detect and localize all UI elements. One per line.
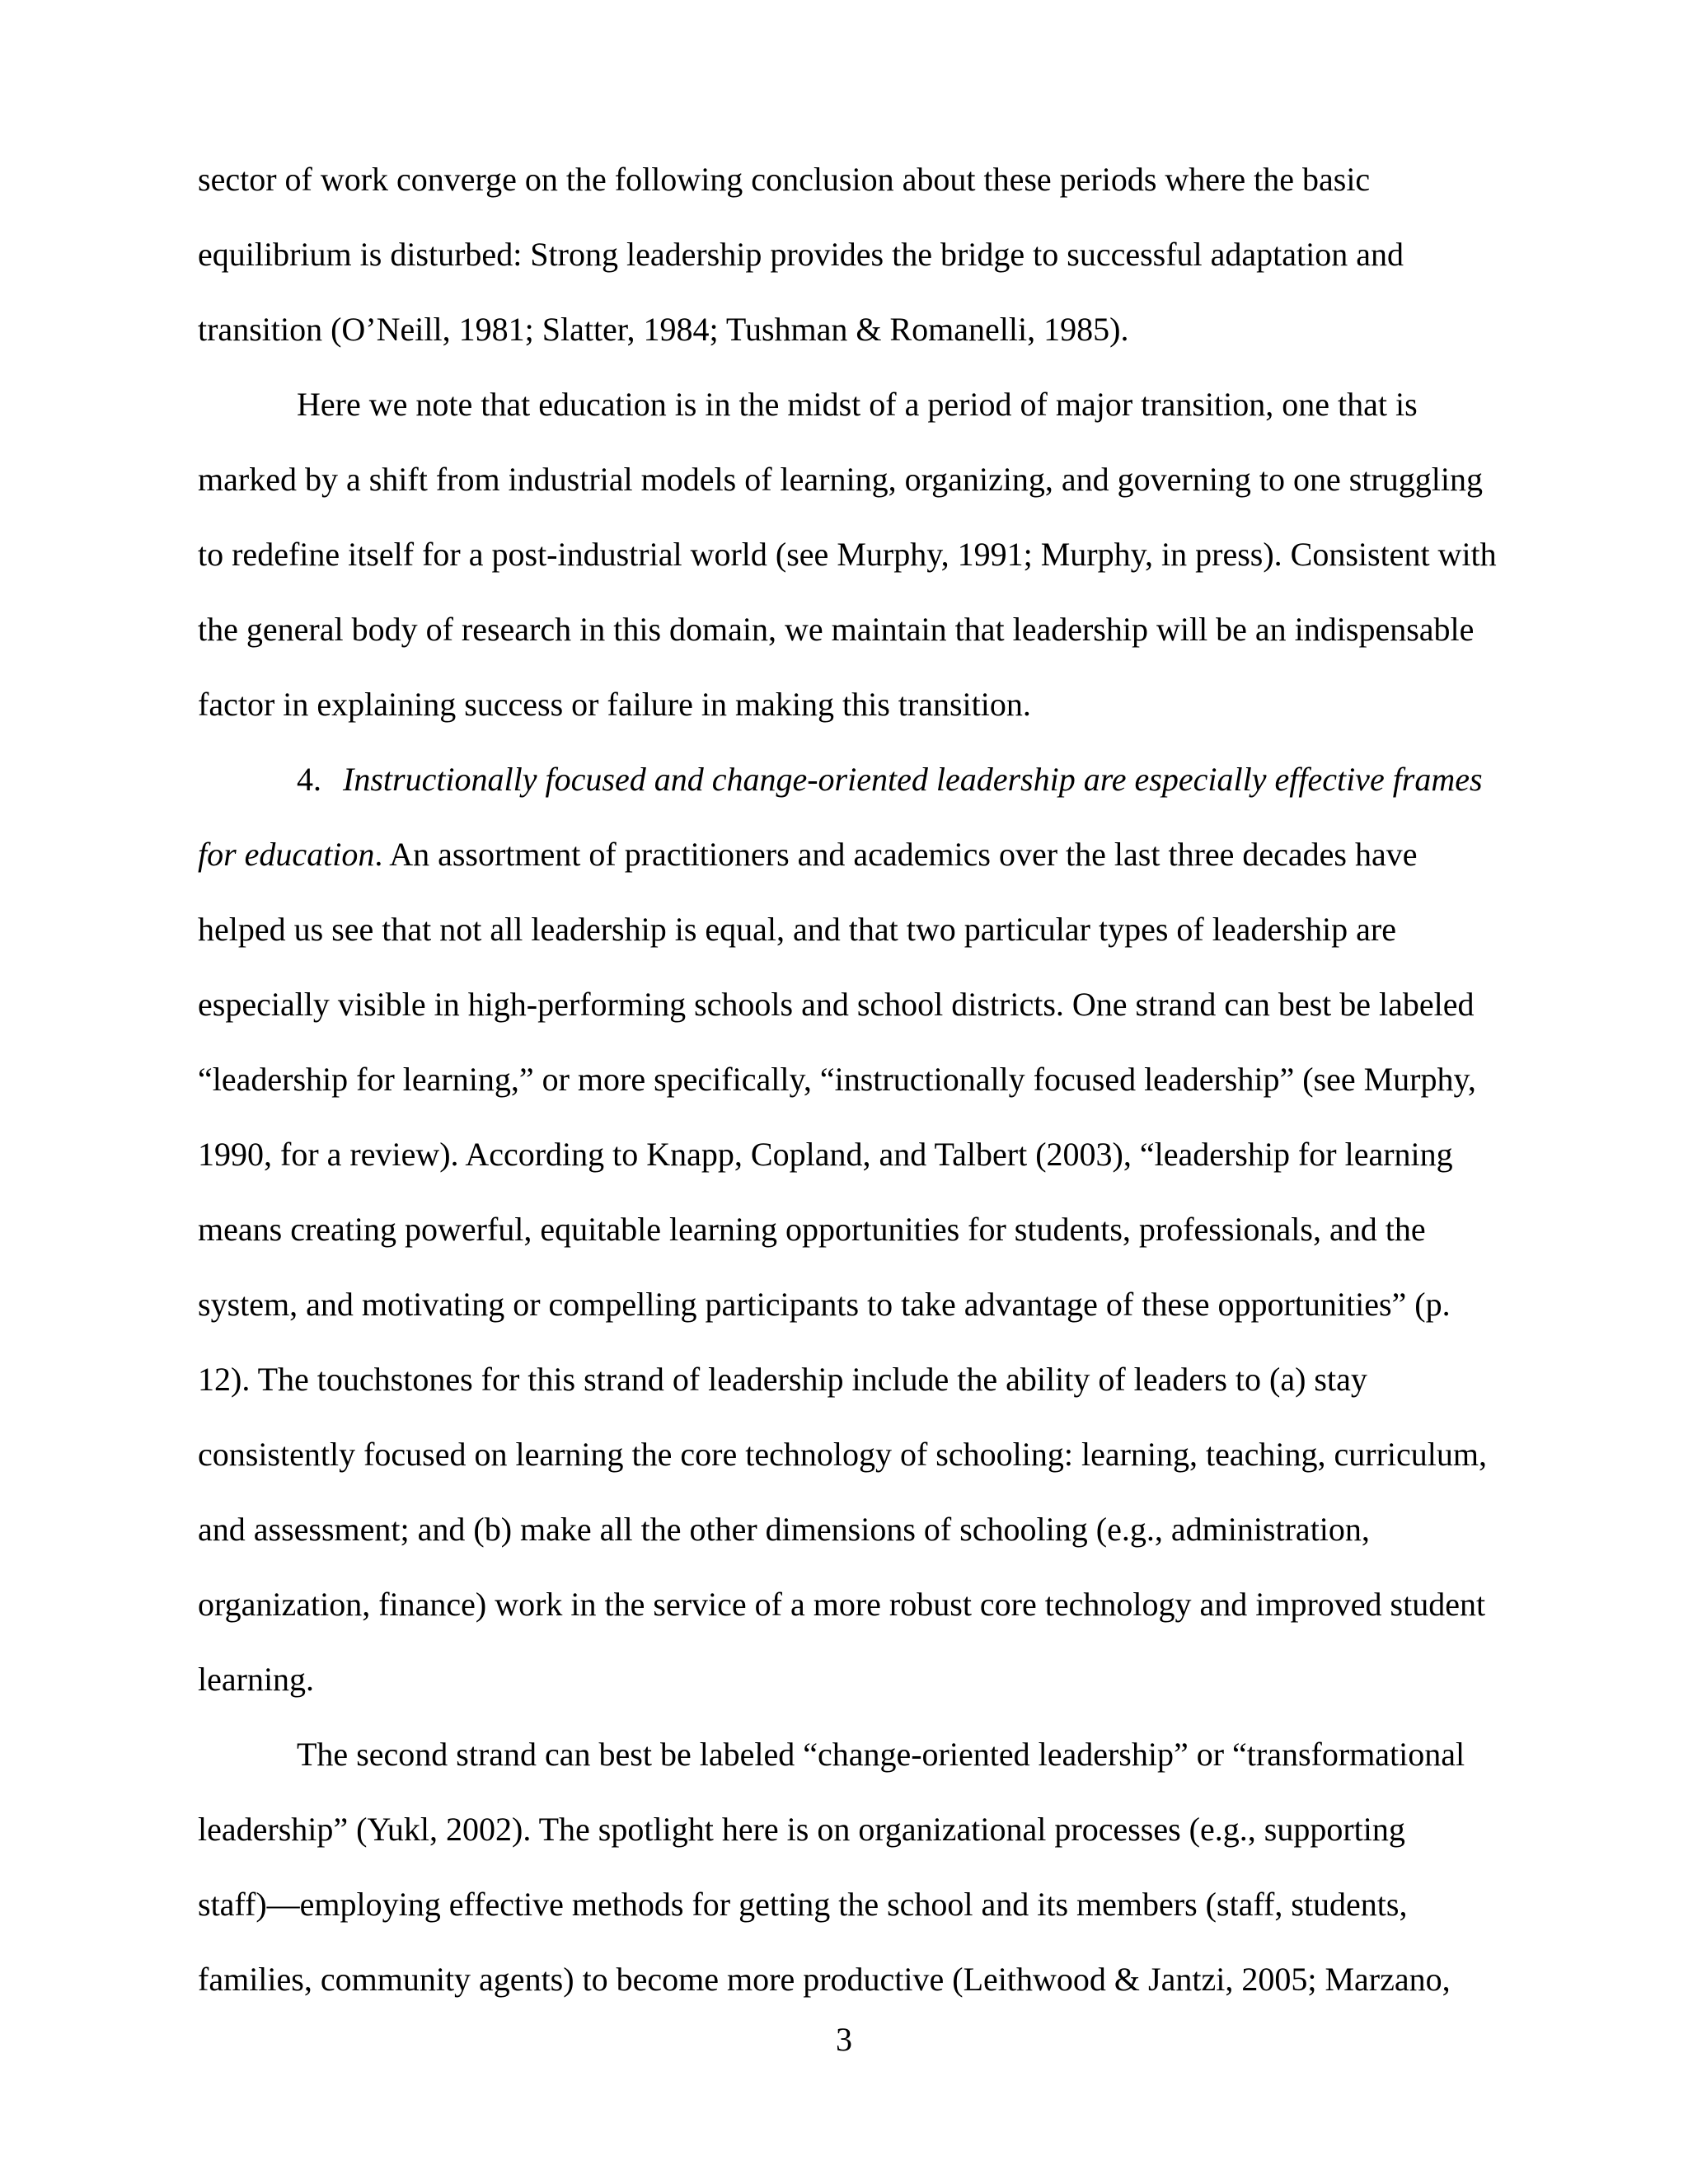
- italic-heading-text: Instructionally focused and change-oriented leadership are especially effective frames: [343, 761, 1483, 798]
- text-line: transition (O’Neill, 1981; Slatter, 1984; Tushman & Romanelli, 1985).: [198, 311, 1129, 348]
- paragraph-first-line: The second strand can best be labeled “change-oriented leadership” or “transformational: [297, 1736, 1465, 1773]
- text-line: [198, 838, 1417, 871]
- text-line: means creating powerful, equitable learning opportunities for students, professionals, and the: [198, 1211, 1426, 1248]
- text-line: 1990, for a review). According to Knapp, Copland, and Talbert (2003), “leadership for learning: [198, 1136, 1453, 1173]
- page-number: 3: [836, 2021, 852, 2058]
- paragraph-first-line: Here we note that education is in the midst of a period of major transition, one that is: [297, 386, 1418, 423]
- text-line: to redefine itself for a post-industrial world (see Murphy, 1991; Murphy, in press). Consistent with: [198, 536, 1497, 573]
- text-line: consistently focused on learning the core technology of schooling: learning, teaching, curriculum,: [198, 1436, 1487, 1473]
- text-line: leadership” (Yukl, 2002). The spotlight here is on organizational processes (e.g., supporting: [198, 1811, 1405, 1848]
- numbered-heading-line: [297, 763, 1483, 796]
- text-line: factor in explaining success or failure in making this transition.: [198, 686, 1031, 723]
- text-line: and assessment; and (b) make all the other dimensions of schooling (e.g., administration,: [198, 1511, 1370, 1548]
- text-line: “leadership for learning,” or more specifically, “instructionally focused leadership” (see Murphy,: [198, 1061, 1476, 1098]
- text-line: helped us see that not all leadership is equal, and that two particular types of leadership are: [198, 911, 1396, 948]
- text-line: staff)—employing effective methods for getting the school and its members (staff, students,: [198, 1886, 1408, 1923]
- text-line: especially visible in high-performing schools and school districts. One strand can best be labeled: [198, 986, 1475, 1023]
- item-number: 4.: [297, 761, 321, 798]
- text-line: families, community agents) to become more productive (Leithwood & Jantzi, 2005; Marzano,: [198, 1961, 1451, 1998]
- text-line: sector of work converge on the following conclusion about these periods where the basic: [198, 161, 1371, 198]
- text-line: learning.: [198, 1661, 315, 1698]
- text-line: the general body of research in this domain, we maintain that leadership will be an indispensable: [198, 611, 1475, 648]
- text-span: . An assortment of practitioners and academics over the last three decades have: [374, 836, 1418, 873]
- text-line: organization, finance) work in the service of a more robust core technology and improved student: [198, 1586, 1486, 1623]
- text-line: marked by a shift from industrial models of learning, organizing, and governing to one struggling: [198, 461, 1483, 498]
- text-line: equilibrium is disturbed: Strong leadership provides the bridge to successful adaptation and: [198, 236, 1404, 273]
- text-line: 12). The touchstones for this strand of leadership include the ability of leaders to (a) stay: [198, 1361, 1367, 1398]
- text-line: system, and motivating or compelling participants to take advantage of these opportunities” (p.: [198, 1286, 1451, 1323]
- italic-heading-text: for education: [198, 836, 375, 873]
